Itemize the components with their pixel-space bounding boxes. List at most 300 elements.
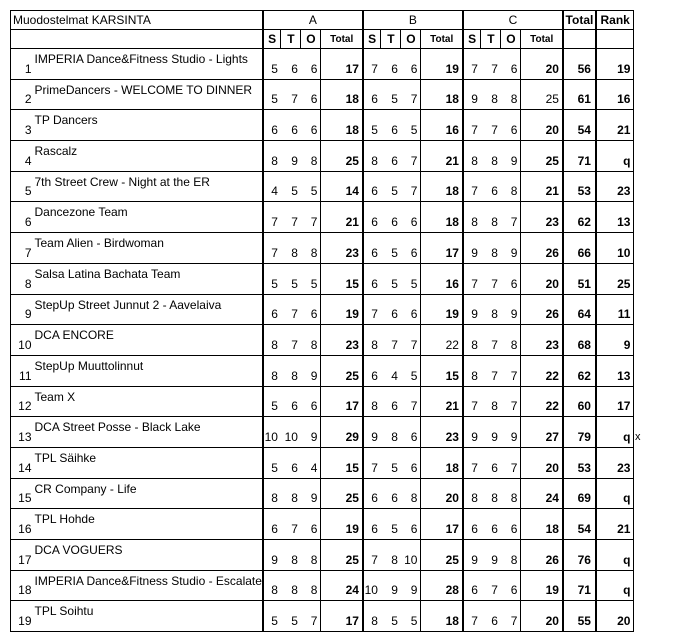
score-a-s: 8 (263, 325, 281, 356)
score-b-s: 7 (363, 294, 381, 325)
subtotal-b: 18 (421, 202, 463, 233)
score-b-s: 8 (363, 386, 381, 417)
rank-header: Rank (596, 11, 634, 30)
subtotal-a: 24 (321, 570, 363, 601)
score-c-o: 6 (501, 263, 521, 294)
rank: q (596, 570, 634, 601)
subheader-a-total: Total (321, 30, 363, 49)
subtotal-b: 19 (421, 294, 463, 325)
score-c-o: 7 (501, 355, 521, 386)
rank: 11 (596, 294, 634, 325)
score-a-o: 5 (301, 171, 321, 202)
subheader-a-t: T (281, 30, 301, 49)
score-c-t: 8 (481, 202, 501, 233)
grand-total: 69 (563, 478, 596, 509)
score-b-s: 6 (363, 355, 381, 386)
score-b-o: 6 (401, 447, 421, 478)
table-row (11, 141, 634, 172)
score-b-o: 5 (401, 601, 421, 632)
table-row (11, 601, 634, 632)
score-b-t: 7 (381, 325, 401, 356)
score-a-t: 6 (281, 49, 301, 80)
score-a-o: 9 (301, 355, 321, 386)
subtotal-b: 18 (421, 447, 463, 478)
subtotal-a: 18 (321, 110, 363, 141)
score-b-t: 6 (381, 294, 401, 325)
team-name: DCA Street Posse - Black Lake (33, 417, 263, 448)
score-b-t: 6 (381, 49, 401, 80)
grand-total: 62 (563, 355, 596, 386)
table-row (11, 478, 634, 509)
rank: 23 (596, 171, 634, 202)
score-b-t: 4 (381, 355, 401, 386)
subtotal-a: 17 (321, 386, 363, 417)
table-row (11, 447, 634, 478)
score-a-o: 6 (301, 509, 321, 540)
score-c-s: 9 (463, 233, 481, 264)
rank: q (596, 141, 634, 172)
score-c-o: 8 (501, 540, 521, 571)
subtotal-a: 25 (321, 540, 363, 571)
score-c-o: 7 (501, 447, 521, 478)
score-a-o: 8 (301, 325, 321, 356)
team-name: IMPERIA Dance&Fitness Studio - Lights (33, 49, 263, 80)
score-c-o: 8 (501, 171, 521, 202)
score-a-s: 8 (263, 355, 281, 386)
subtotal-a: 18 (321, 79, 363, 110)
team-name: TPL Säihke (33, 447, 263, 478)
score-b-o: 5 (401, 263, 421, 294)
team-name: Rascalz (33, 141, 263, 172)
grand-total: 60 (563, 386, 596, 417)
score-b-t: 8 (381, 540, 401, 571)
score-a-t: 7 (281, 325, 301, 356)
score-c-t: 8 (481, 233, 501, 264)
row-number: 12 (11, 386, 33, 417)
grand-total: 54 (563, 110, 596, 141)
row-number: 4 (11, 141, 33, 172)
score-a-o: 8 (301, 540, 321, 571)
table-row (11, 325, 634, 356)
score-b-t: 5 (381, 447, 401, 478)
score-a-t: 6 (281, 447, 301, 478)
grand-total: 62 (563, 202, 596, 233)
score-a-s: 6 (263, 509, 281, 540)
table-row (11, 294, 634, 325)
table-row (11, 263, 634, 294)
rank: 17 (596, 386, 634, 417)
subheader-a-o: O (301, 30, 321, 49)
score-a-o: 8 (301, 141, 321, 172)
subtotal-c: 20 (521, 110, 563, 141)
score-b-t: 6 (381, 386, 401, 417)
score-b-o: 5 (401, 355, 421, 386)
score-a-s: 4 (263, 171, 281, 202)
grand-total: 71 (563, 570, 596, 601)
score-a-o: 6 (301, 49, 321, 80)
table-row (11, 202, 634, 233)
score-c-o: 8 (501, 79, 521, 110)
team-name: CR Company - Life (33, 478, 263, 509)
score-c-o: 9 (501, 417, 521, 448)
score-a-t: 7 (281, 79, 301, 110)
score-c-t: 8 (481, 294, 501, 325)
grand-total: 55 (563, 601, 596, 632)
score-a-t: 8 (281, 540, 301, 571)
score-b-o: 7 (401, 141, 421, 172)
grand-total: 56 (563, 49, 596, 80)
score-c-s: 8 (463, 141, 481, 172)
subtotal-b: 20 (421, 478, 463, 509)
score-b-s: 7 (363, 540, 381, 571)
table-row (11, 110, 634, 141)
subtotal-b: 19 (421, 49, 463, 80)
score-a-o: 4 (301, 447, 321, 478)
score-b-o: 6 (401, 417, 421, 448)
score-c-o: 6 (501, 570, 521, 601)
row-number: 10 (11, 325, 33, 356)
score-b-t: 5 (381, 79, 401, 110)
subheader-b-total: Total (421, 30, 463, 49)
score-a-s: 8 (263, 570, 281, 601)
row-number: 11 (11, 355, 33, 386)
rank: 13 (596, 202, 634, 233)
score-c-t: 9 (481, 540, 501, 571)
rank: 19 (596, 49, 634, 80)
row-number: 14 (11, 447, 33, 478)
rank: q (596, 540, 634, 571)
score-b-o: 9 (401, 570, 421, 601)
subheader-rank-blank (596, 30, 634, 49)
score-c-t: 7 (481, 263, 501, 294)
subtotal-c: 19 (521, 570, 563, 601)
score-b-s: 6 (363, 202, 381, 233)
score-b-s: 6 (363, 263, 381, 294)
grand-total: 68 (563, 325, 596, 356)
grand-total: 76 (563, 540, 596, 571)
score-a-s: 5 (263, 386, 281, 417)
score-c-s: 7 (463, 49, 481, 80)
score-c-o: 6 (501, 509, 521, 540)
subtotal-a: 23 (321, 233, 363, 264)
subtotal-a: 15 (321, 263, 363, 294)
score-c-t: 6 (481, 447, 501, 478)
score-c-o: 9 (501, 141, 521, 172)
score-a-o: 6 (301, 79, 321, 110)
subtotal-b: 22 (421, 325, 463, 356)
group-b-header: B (363, 11, 463, 30)
row-number: 6 (11, 202, 33, 233)
score-a-o: 6 (301, 294, 321, 325)
score-c-t: 6 (481, 601, 501, 632)
score-a-s: 7 (263, 202, 281, 233)
team-name: 7th Street Crew - Night at the ER (33, 171, 263, 202)
subtotal-b: 21 (421, 386, 463, 417)
subtotal-c: 23 (521, 325, 563, 356)
subheader-total-blank (563, 30, 596, 49)
grand-total: 61 (563, 79, 596, 110)
subtotal-b: 18 (421, 79, 463, 110)
team-name: IMPERIA Dance&Fitness Studio - Escalate (33, 570, 263, 601)
score-a-o: 5 (301, 263, 321, 294)
results-table (10, 10, 634, 632)
subheader-c-s: S (463, 30, 481, 49)
score-c-s: 8 (463, 202, 481, 233)
score-b-o: 6 (401, 233, 421, 264)
subtotal-a: 19 (321, 509, 363, 540)
team-name: TP Dancers (33, 110, 263, 141)
grand-total: 53 (563, 447, 596, 478)
rank: 13 (596, 355, 634, 386)
subtotal-a: 25 (321, 478, 363, 509)
score-c-s: 9 (463, 79, 481, 110)
score-c-t: 6 (481, 509, 501, 540)
rank: 21 (596, 110, 634, 141)
table-row (11, 79, 634, 110)
score-c-t: 8 (481, 478, 501, 509)
header-row-sub (11, 30, 634, 49)
score-c-o: 6 (501, 49, 521, 80)
subtotal-b: 17 (421, 509, 463, 540)
subtotal-c: 20 (521, 49, 563, 80)
score-b-s: 6 (363, 233, 381, 264)
score-a-s: 9 (263, 540, 281, 571)
subtotal-c: 26 (521, 233, 563, 264)
score-b-o: 6 (401, 49, 421, 80)
subtotal-b: 17 (421, 233, 463, 264)
score-c-t: 8 (481, 141, 501, 172)
team-name: StepUp Muuttolinnut (33, 355, 263, 386)
rank: 20 (596, 601, 634, 632)
score-a-s: 8 (263, 478, 281, 509)
score-c-o: 8 (501, 478, 521, 509)
grand-total: 53 (563, 171, 596, 202)
team-name: Team Alien - Birdwoman (33, 233, 263, 264)
rank: q (596, 417, 634, 448)
subtotal-a: 17 (321, 601, 363, 632)
row-number: 2 (11, 79, 33, 110)
score-a-t: 6 (281, 110, 301, 141)
subtotal-c: 25 (521, 79, 563, 110)
score-b-t: 5 (381, 263, 401, 294)
subtotal-c: 18 (521, 509, 563, 540)
subtotal-a: 15 (321, 447, 363, 478)
score-a-s: 7 (263, 233, 281, 264)
header-row-groups (11, 11, 634, 30)
subtotal-a: 25 (321, 141, 363, 172)
score-a-t: 8 (281, 570, 301, 601)
subheader-c-t: T (481, 30, 501, 49)
rank: q (596, 478, 634, 509)
table-row (11, 509, 634, 540)
team-name: PrimeDancers - WELCOME TO DINNER (33, 79, 263, 110)
score-a-t: 7 (281, 202, 301, 233)
subtotal-a: 19 (321, 294, 363, 325)
grand-total: 79 (563, 417, 596, 448)
score-b-s: 6 (363, 509, 381, 540)
score-c-o: 7 (501, 601, 521, 632)
score-a-t: 8 (281, 478, 301, 509)
score-a-o: 8 (301, 233, 321, 264)
subtotal-a: 25 (321, 355, 363, 386)
group-c-header: C (463, 11, 563, 30)
score-a-s: 5 (263, 601, 281, 632)
team-name: TPL Hohde (33, 509, 263, 540)
row-number: 3 (11, 110, 33, 141)
score-b-o: 10 (401, 540, 421, 571)
row-number: 13 (11, 417, 33, 448)
score-b-o: 7 (401, 325, 421, 356)
score-c-s: 7 (463, 386, 481, 417)
score-a-o: 8 (301, 570, 321, 601)
score-a-o: 7 (301, 202, 321, 233)
row-number: 9 (11, 294, 33, 325)
subheader-c-total: Total (521, 30, 563, 49)
score-c-o: 7 (501, 202, 521, 233)
score-b-s: 10 (363, 570, 381, 601)
subtotal-c: 24 (521, 478, 563, 509)
table-row (11, 540, 634, 571)
score-c-t: 8 (481, 386, 501, 417)
team-name: DCA VOGUERS (33, 540, 263, 571)
side-mark: x (634, 431, 641, 444)
score-b-s: 8 (363, 141, 381, 172)
score-a-o: 7 (301, 601, 321, 632)
grand-total: 51 (563, 263, 596, 294)
subtotal-c: 20 (521, 601, 563, 632)
table-title: Muodostelmat KARSINTA (11, 11, 263, 30)
team-name: TPL Soihtu (33, 601, 263, 632)
score-c-t: 7 (481, 355, 501, 386)
score-c-t: 7 (481, 570, 501, 601)
score-c-t: 7 (481, 325, 501, 356)
score-b-o: 5 (401, 110, 421, 141)
table-row (11, 570, 634, 601)
rank: 21 (596, 509, 634, 540)
subtotal-c: 22 (521, 355, 563, 386)
score-c-t: 8 (481, 79, 501, 110)
score-c-s: 7 (463, 171, 481, 202)
row-number: 15 (11, 478, 33, 509)
row-number: 1 (11, 49, 33, 80)
score-c-s: 7 (463, 263, 481, 294)
rank: 23 (596, 447, 634, 478)
row-number: 5 (11, 171, 33, 202)
score-c-s: 8 (463, 355, 481, 386)
score-b-o: 8 (401, 478, 421, 509)
score-a-t: 7 (281, 294, 301, 325)
score-a-s: 5 (263, 447, 281, 478)
rank: 10 (596, 233, 634, 264)
subtotal-b: 18 (421, 171, 463, 202)
score-a-s: 8 (263, 141, 281, 172)
score-c-t: 9 (481, 417, 501, 448)
row-number: 7 (11, 233, 33, 264)
row-number: 16 (11, 509, 33, 540)
subtotal-b: 28 (421, 570, 463, 601)
score-b-t: 6 (381, 202, 401, 233)
total-header: Total (563, 11, 596, 30)
score-c-s: 8 (463, 325, 481, 356)
score-c-o: 6 (501, 110, 521, 141)
score-a-t: 7 (281, 509, 301, 540)
subtotal-a: 14 (321, 171, 363, 202)
score-a-t: 10 (281, 417, 301, 448)
score-a-t: 8 (281, 233, 301, 264)
score-a-t: 9 (281, 141, 301, 172)
table-row (11, 355, 634, 386)
subtotal-c: 20 (521, 447, 563, 478)
subtotal-c: 21 (521, 171, 563, 202)
rank: 16 (596, 79, 634, 110)
table-row (11, 49, 634, 80)
score-b-t: 6 (381, 110, 401, 141)
score-b-o: 6 (401, 294, 421, 325)
score-c-s: 9 (463, 294, 481, 325)
rank: 25 (596, 263, 634, 294)
subtotal-c: 27 (521, 417, 563, 448)
score-b-t: 5 (381, 171, 401, 202)
grand-total: 66 (563, 233, 596, 264)
score-a-t: 5 (281, 263, 301, 294)
table-row (11, 417, 634, 448)
team-name: Salsa Latina Bachata Team (33, 263, 263, 294)
score-b-t: 5 (381, 601, 401, 632)
table-row (11, 171, 634, 202)
blank-header (11, 30, 263, 49)
score-b-o: 6 (401, 202, 421, 233)
score-c-o: 8 (501, 325, 521, 356)
team-name: StepUp Street Junnut 2 - Aavelaiva (33, 294, 263, 325)
score-a-s: 6 (263, 294, 281, 325)
score-a-o: 9 (301, 478, 321, 509)
team-name: DCA ENCORE (33, 325, 263, 356)
subtotal-c: 23 (521, 202, 563, 233)
subheader-c-o: O (501, 30, 521, 49)
score-c-s: 7 (463, 601, 481, 632)
score-c-o: 7 (501, 386, 521, 417)
score-a-s: 5 (263, 49, 281, 80)
score-a-s: 10 (263, 417, 281, 448)
score-c-s: 7 (463, 447, 481, 478)
score-b-t: 5 (381, 233, 401, 264)
score-a-s: 5 (263, 79, 281, 110)
score-b-s: 8 (363, 601, 381, 632)
grand-total: 71 (563, 141, 596, 172)
score-a-o: 6 (301, 110, 321, 141)
score-b-s: 5 (363, 110, 381, 141)
score-c-s: 8 (463, 478, 481, 509)
subtotal-b: 18 (421, 601, 463, 632)
subtotal-a: 23 (321, 325, 363, 356)
score-a-t: 5 (281, 601, 301, 632)
score-a-t: 6 (281, 386, 301, 417)
score-a-s: 5 (263, 263, 281, 294)
grand-total: 64 (563, 294, 596, 325)
score-a-o: 9 (301, 417, 321, 448)
score-b-o: 7 (401, 79, 421, 110)
subheader-b-o: O (401, 30, 421, 49)
score-c-t: 7 (481, 49, 501, 80)
row-number: 17 (11, 540, 33, 571)
table-row (11, 233, 634, 264)
score-c-s: 6 (463, 570, 481, 601)
subtotal-c: 26 (521, 294, 563, 325)
score-c-o: 9 (501, 233, 521, 264)
rank: 9 (596, 325, 634, 356)
group-a-header: A (263, 11, 363, 30)
score-b-s: 7 (363, 49, 381, 80)
